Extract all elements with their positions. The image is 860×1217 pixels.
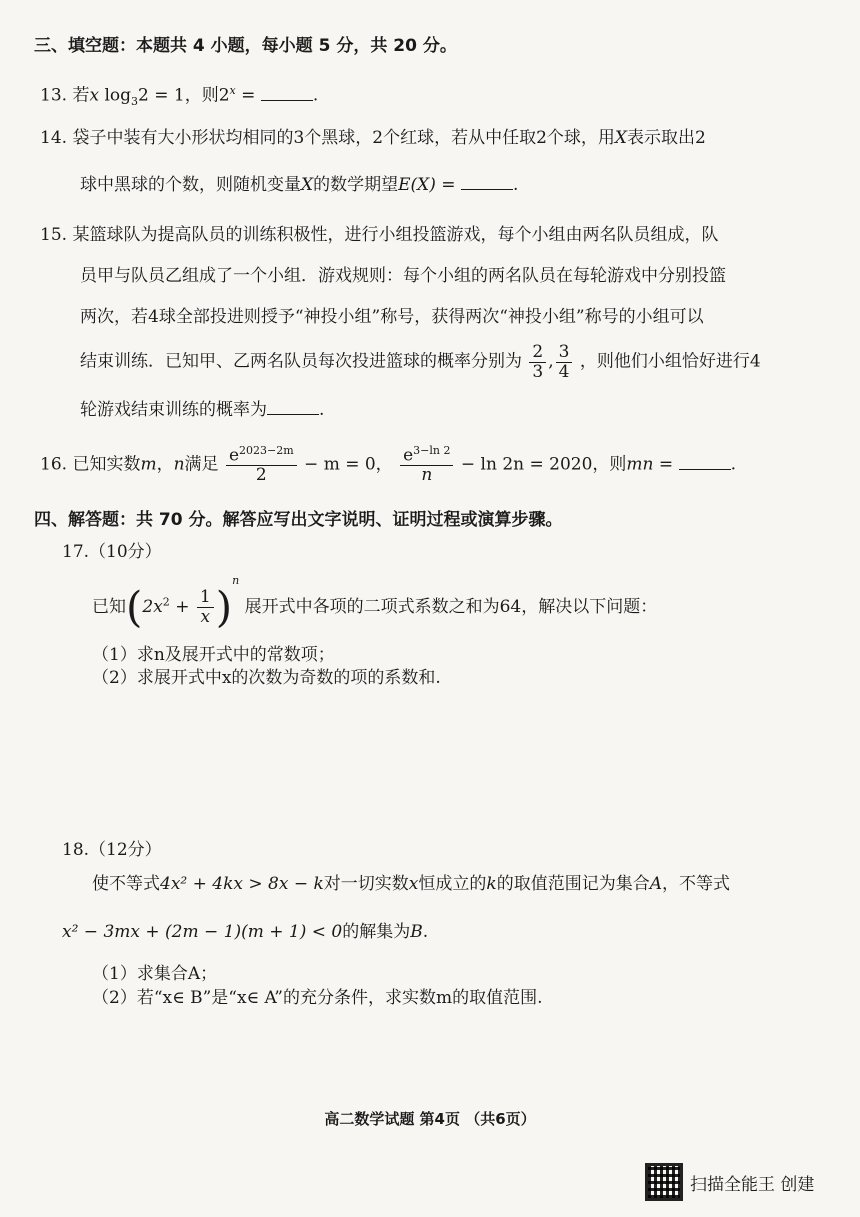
fraction-3-4: $\frac{3}{4}$ bbox=[556, 343, 573, 381]
scanner-watermark: 扫描全能王 创建 bbox=[690, 1175, 815, 1195]
question-15-line1: 15. 某篮球队为提高队员的训练积极性，进行小组投篮游戏，每个小组由两名队员组成，队 bbox=[40, 225, 719, 245]
fraction-2-3: $\frac{2}{3}$ bbox=[529, 343, 546, 381]
question-15-line3: 两次，若4球全部投进则授予“神投小组”称号，获得两次“神投小组”称号的小组可以 bbox=[80, 307, 704, 327]
question-13: 13. 若x $\log_32 = 1$，则2$^x$ = . bbox=[40, 84, 319, 109]
question-18-part1: （1）求集合A； bbox=[92, 964, 218, 984]
question-14-line2: 球中黑球的个数，则随机变量X的数学期望E(X) = . bbox=[80, 175, 519, 195]
question-17-part2: （2）求展开式中x的次数为奇数的项的系数和. bbox=[92, 668, 441, 688]
question-16: 16. 已知实数m，n满足 $\frac{e^{2023-2m}}{2}$ − m = 0， $\frac{e^{3-ln 2}}{n}$ − ln 2n = 2020，则mn = . bbox=[40, 444, 736, 486]
fraction-e-2023: $\frac{e^{2023-2m}}{2}$ bbox=[226, 445, 297, 485]
section3-title: 三、填空题：本题共 4 小题，每小题 5 分，共 20 分。 bbox=[34, 36, 457, 56]
question-18-part2: （2）若“x∈ B”是“x∈ A”的充分条件，求实数m的取值范围. bbox=[92, 988, 543, 1008]
page-footer: 高二数学试题 第4页 （共6页） bbox=[324, 1110, 536, 1128]
question-15-line5: 轮游戏结束训练的概率为 . bbox=[80, 400, 325, 420]
question-17-header: 17.（10分） bbox=[62, 542, 162, 562]
question-14-line1: 14. 袋子中装有大小形状均相同的3个黑球，2个红球，若从中任取2个球，用X表示取出2 bbox=[40, 128, 706, 148]
answer-blank bbox=[267, 400, 319, 415]
answer-blank bbox=[679, 455, 731, 470]
question-17-part1: （1）求n及展开式中的常数项； bbox=[92, 645, 335, 665]
qr-code-icon bbox=[645, 1163, 683, 1201]
question-17-body: 已知($2x^2$ + $\frac{1}{x}$ )$^n$ 展开式中各项的二项式系数之和为64，解决以下问题： bbox=[92, 574, 658, 632]
answer-blank bbox=[461, 175, 513, 190]
question-18-line1: 使不等式4x² + 4kx > 8x − k对一切实数x恒成立的k的取值范围记为集合A，不等式 bbox=[92, 874, 730, 894]
question-18-line2: x² − 3mx + (2m − 1)(m + 1) < 0的解集为B. bbox=[62, 922, 429, 942]
answer-blank bbox=[261, 86, 313, 101]
section4-title: 四、解答题：共 70 分。解答应写出文字说明、证明过程或演算步骤。 bbox=[34, 510, 563, 530]
question-18-header: 18.（12分） bbox=[62, 840, 162, 860]
fraction-1-x: $\frac{1}{x}$ bbox=[197, 588, 214, 626]
fraction-e-3: $\frac{e^{3-ln 2}}{n}$ bbox=[400, 445, 453, 485]
question-15-line2: 员甲与队员乙组成了一个小组．游戏规则：每个小组的两名队员在每轮游戏中分别投篮 bbox=[80, 266, 726, 286]
question-15-line4: 结束训练．已知甲、乙两名队员每次投进篮球的概率分别为 $\frac{2}{3}$ , $\frac{3}{4}$ ，则他们小组恰好进行4 bbox=[80, 342, 761, 382]
